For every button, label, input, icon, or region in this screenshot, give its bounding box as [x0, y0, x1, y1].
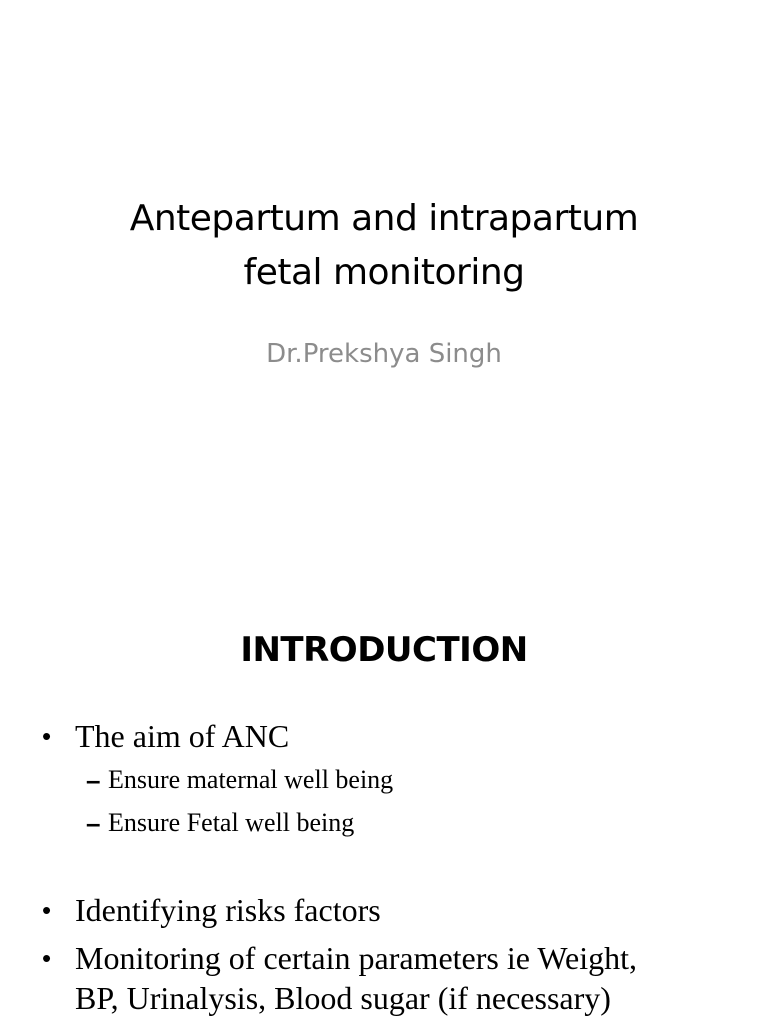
slide-title-line-1: Antepartum and intrapartum [129, 198, 639, 239]
sub-bullet-item: Ensure maternal well being [108, 765, 394, 794]
dash-icon: – [86, 808, 101, 838]
bullet-dot-icon: • [42, 943, 52, 973]
bullet-item: Identifying risks factors [75, 892, 381, 928]
dash-icon: – [86, 765, 101, 795]
slide-subtitle-author: Dr.Prekshya Singh [266, 339, 502, 369]
bullet-dot-icon: • [42, 895, 52, 925]
section-heading: INTRODUCTION [240, 630, 528, 670]
bullet-item: The aim of ANC [75, 718, 290, 754]
bullet-item-continuation: BP, Urinalysis, Blood sugar (if necessary) [75, 980, 611, 1016]
bullet-item: Monitoring of certain parameters ie Weight, [75, 940, 637, 976]
slide-title-line-2: fetal monitoring [243, 252, 525, 293]
slide-title [40, 192, 728, 300]
bullet-dot-icon: • [42, 721, 52, 751]
sub-bullet-item: Ensure Fetal well being [108, 808, 355, 837]
